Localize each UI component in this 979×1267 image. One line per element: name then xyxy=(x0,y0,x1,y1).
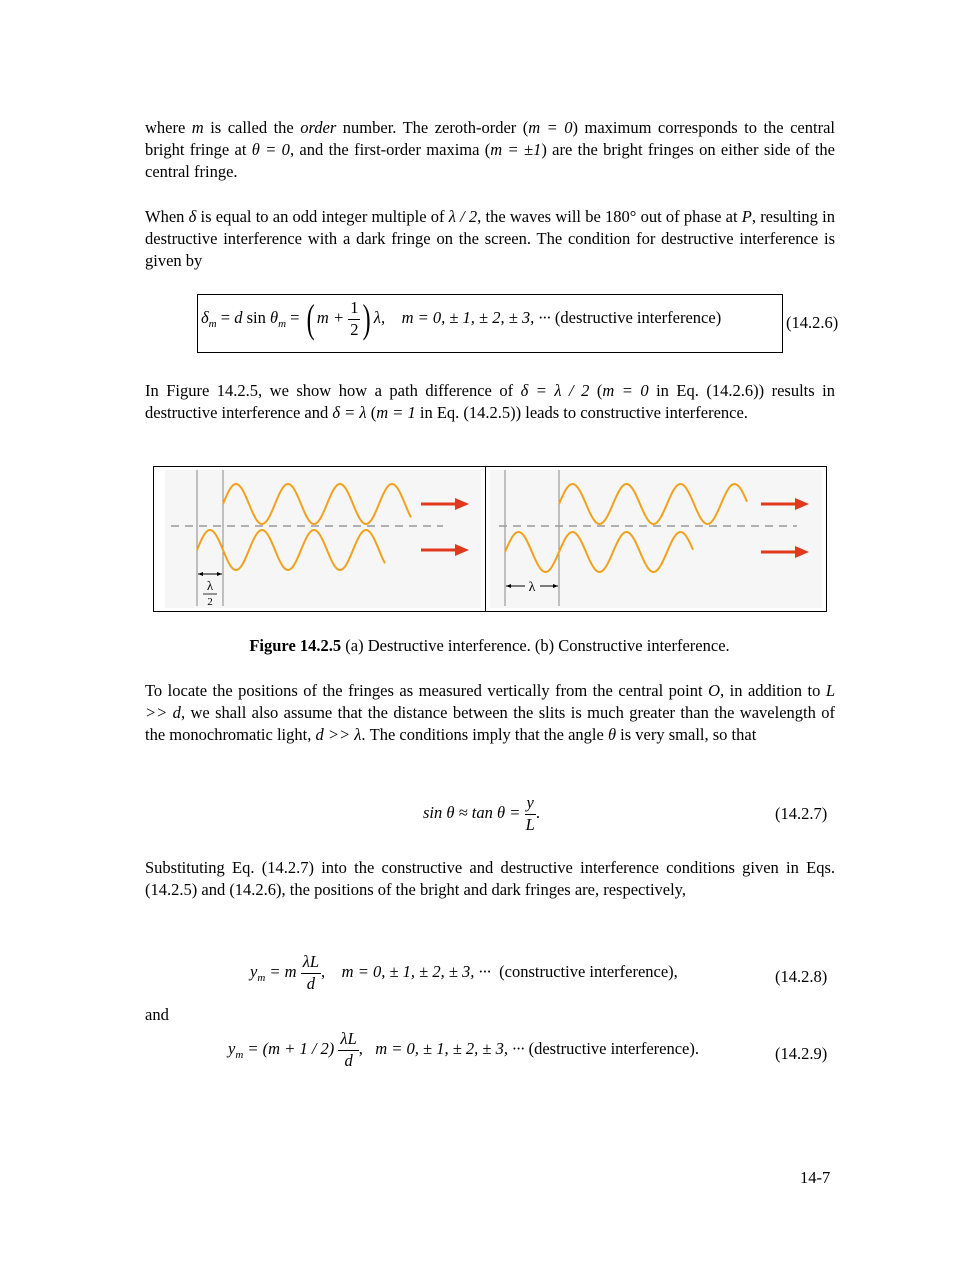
equation-14-2-6: $\delta_m = d$ $\sin \theta_m$ = ( m + $\frac{1}{2}$ ) λ, m = 0, ± 1, ± 2, ± 3, ··· (destructive interference) xyxy=(201,296,722,341)
fraction-one-half: $\frac{1}{2}$ xyxy=(350,298,359,339)
right-paren: ) xyxy=(363,296,372,341)
paragraph-order-number: where m is called the order number. The zeroth-order (m = 0) maximum corresponds to the central bright fringe at θ = 0, and the first-order maxima (m = ±1) are the bright fringes on either side of the central fringe. xyxy=(145,118,835,181)
panel-b-background xyxy=(490,470,822,608)
fraction-y-over-L: $\frac{y}{L}$ xyxy=(525,793,535,834)
equation-number-14-2-7: (14.2.7) xyxy=(775,804,828,823)
left-paren: ( xyxy=(306,296,315,341)
lambda-label: λ xyxy=(528,580,536,595)
fraction-lambda-L-over-d: $\frac{\lambda L}{d}$ xyxy=(302,952,320,993)
paragraph-substitution: Substituting Eq. (14.2.7) into the constructive and destructive interference conditions given in Eqs. (14.2.5) and (14.2.6), the positions of the bright and dark fringes are, respectively, xyxy=(145,858,835,899)
paragraph-figure-explanation: In Figure 14.2.5, we show how a path difference of δ = λ / 2 (m = 0 in Eq. (14.2.6)) results in destructive interference and δ = λ (m = 1 in Eq. (14.2.5)) leads to constructive interference. xyxy=(145,381,835,422)
equation-14-2-7: sin θ ≈ tan θ = $\frac{y}{L}$ . xyxy=(423,793,540,834)
figure-caption: Figure 14.2.5 (a) Destructive interference. (b) Constructive interference. xyxy=(249,636,730,655)
equation-number-14-2-9: (14.2.9) xyxy=(775,1044,828,1063)
lambda-half-numerator: λ xyxy=(206,578,214,593)
paragraph-fringe-positions: To locate the positions of the fringes as measured vertically from the central point O, in addition to L >> d, we shall also assume that the distance between the slits is much greater than the wavelength of the monochromatic light, d >> λ. The conditions imply that the angle θ is very small, so that xyxy=(145,681,835,744)
equation-14-2-9: $y_m = (m + 1 / 2)$ $\frac{\lambda L}{d}$ , m = 0, ± 1, ± 2, ± 3, ··· (destructive interference). xyxy=(228,1029,699,1070)
interference-figure xyxy=(153,466,827,612)
word-and: and xyxy=(145,1005,169,1024)
paragraph-destructive-condition: When δ is equal to an odd integer multiple of λ / 2, the waves will be 180° out of phase at P, resulting in destructive interference with a dark fringe on the screen. The condition for destructive interference is given by xyxy=(145,207,835,270)
equation-number-14-2-8: (14.2.8) xyxy=(775,967,828,986)
equation-number-14-2-6: (14.2.6) xyxy=(786,313,839,332)
page-number: 14-7 xyxy=(800,1168,831,1187)
fraction-lambda-L-over-d-2: $\frac{\lambda L}{d}$ xyxy=(340,1029,357,1070)
lambda-half-denominator: 2 xyxy=(207,596,213,608)
equation-14-2-8: $y_m = m$ $\frac{\lambda L}{d}$ , m = 0, ± 1, ± 2, ± 3, ··· (constructive interference), xyxy=(250,952,678,993)
